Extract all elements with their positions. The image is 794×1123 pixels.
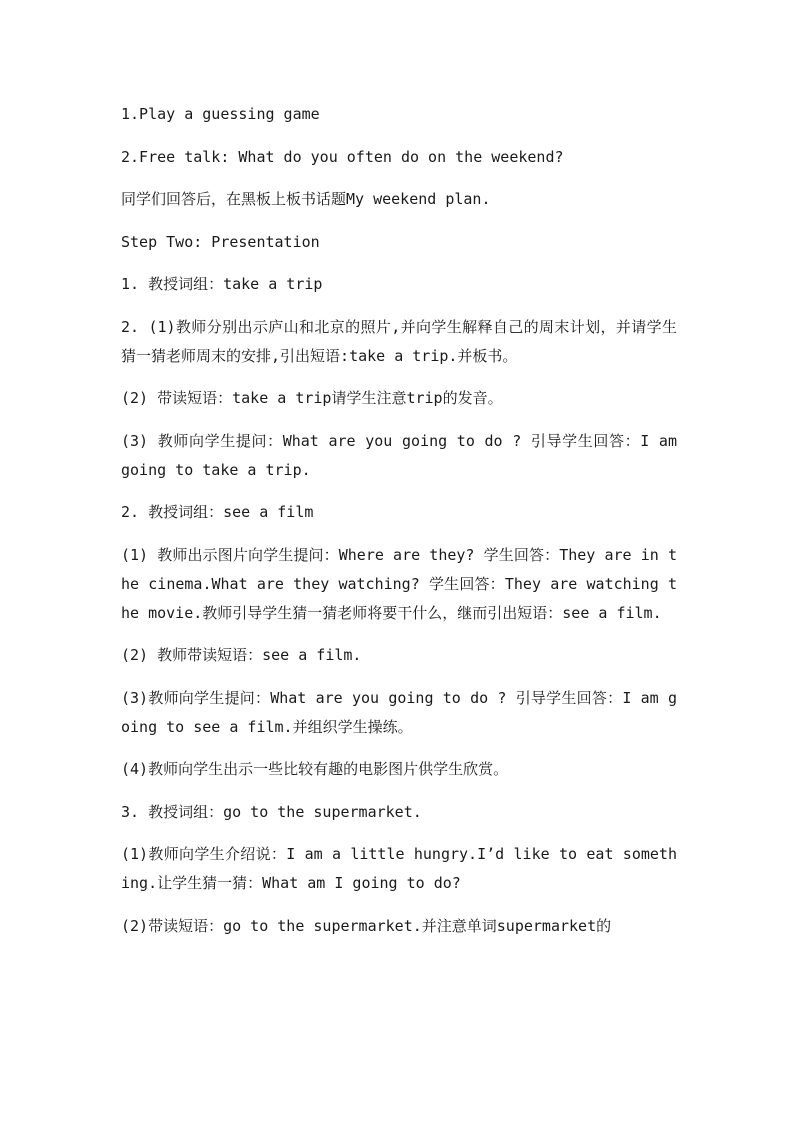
document-body	[121, 100, 677, 954]
paragraph-supermarket-read-aloud: (2)带读短语：go to the supermarket.并注意单词supermarket的	[121, 916, 612, 935]
section-heading-presentation: Step Two: Presentation	[121, 232, 320, 251]
paragraph-supermarket-intro: (1)教师向学生介绍说：I am a little hungry.I’d like to eat something.让学生猜一猜：What am I going to do?	[121, 845, 677, 892]
paragraph-film-enjoy: (4)教师向学生出示一些比较有趣的电影图片供学生欣赏。	[121, 760, 509, 778]
paragraph-free-talk: 2.Free talk: What do you often do on the weekend?	[121, 147, 564, 166]
paragraph-phrase-supermarket: 3. 教授词组：go to the supermarket.	[121, 802, 422, 821]
paragraph-trip-photos: 2. (1)教师分别出示庐山和北京的照片,并向学生解释自己的周末计划，并请学生猜一猜老师周末的安排,引出短语:take a trip.并板书。	[121, 317, 677, 365]
paragraph-trip-read-aloud: (2) 带读短语：take a trip请学生注意trip的发音。	[121, 389, 503, 407]
paragraph-blackboard-topic: 同学们回答后，在黑板上板书话题My weekend plan.	[121, 190, 491, 208]
paragraph-trip-question: (3) 教师向学生提问：What are you going to do ? 引导学生回答：I am going to take a trip.	[121, 431, 677, 479]
paragraph-phrase-take-a-trip: 1. 教授词组：take a trip	[121, 275, 323, 293]
paragraph-film-pictures: (1) 教师出示图片向学生提问：Where are they? 学生回答：They are in the cinema.What are they watching? 学生回答：They are watching the movie.教师引导学生猜一猜老师将要干什么，继而引出短语：see a film.	[121, 545, 677, 622]
paragraph-phrase-see-a-film: 2. 教授词组：see a film	[121, 503, 314, 521]
paragraph-film-read-aloud: (2) 教师带读短语：see a film.	[121, 646, 362, 664]
paragraph-warmup-game: 1.Play a guessing game	[121, 105, 320, 123]
paragraph-film-question: (3)教师向学生提问：What are you going to do ? 引导学生回答：I am going to see a film.并组织学生操练。	[121, 688, 677, 736]
